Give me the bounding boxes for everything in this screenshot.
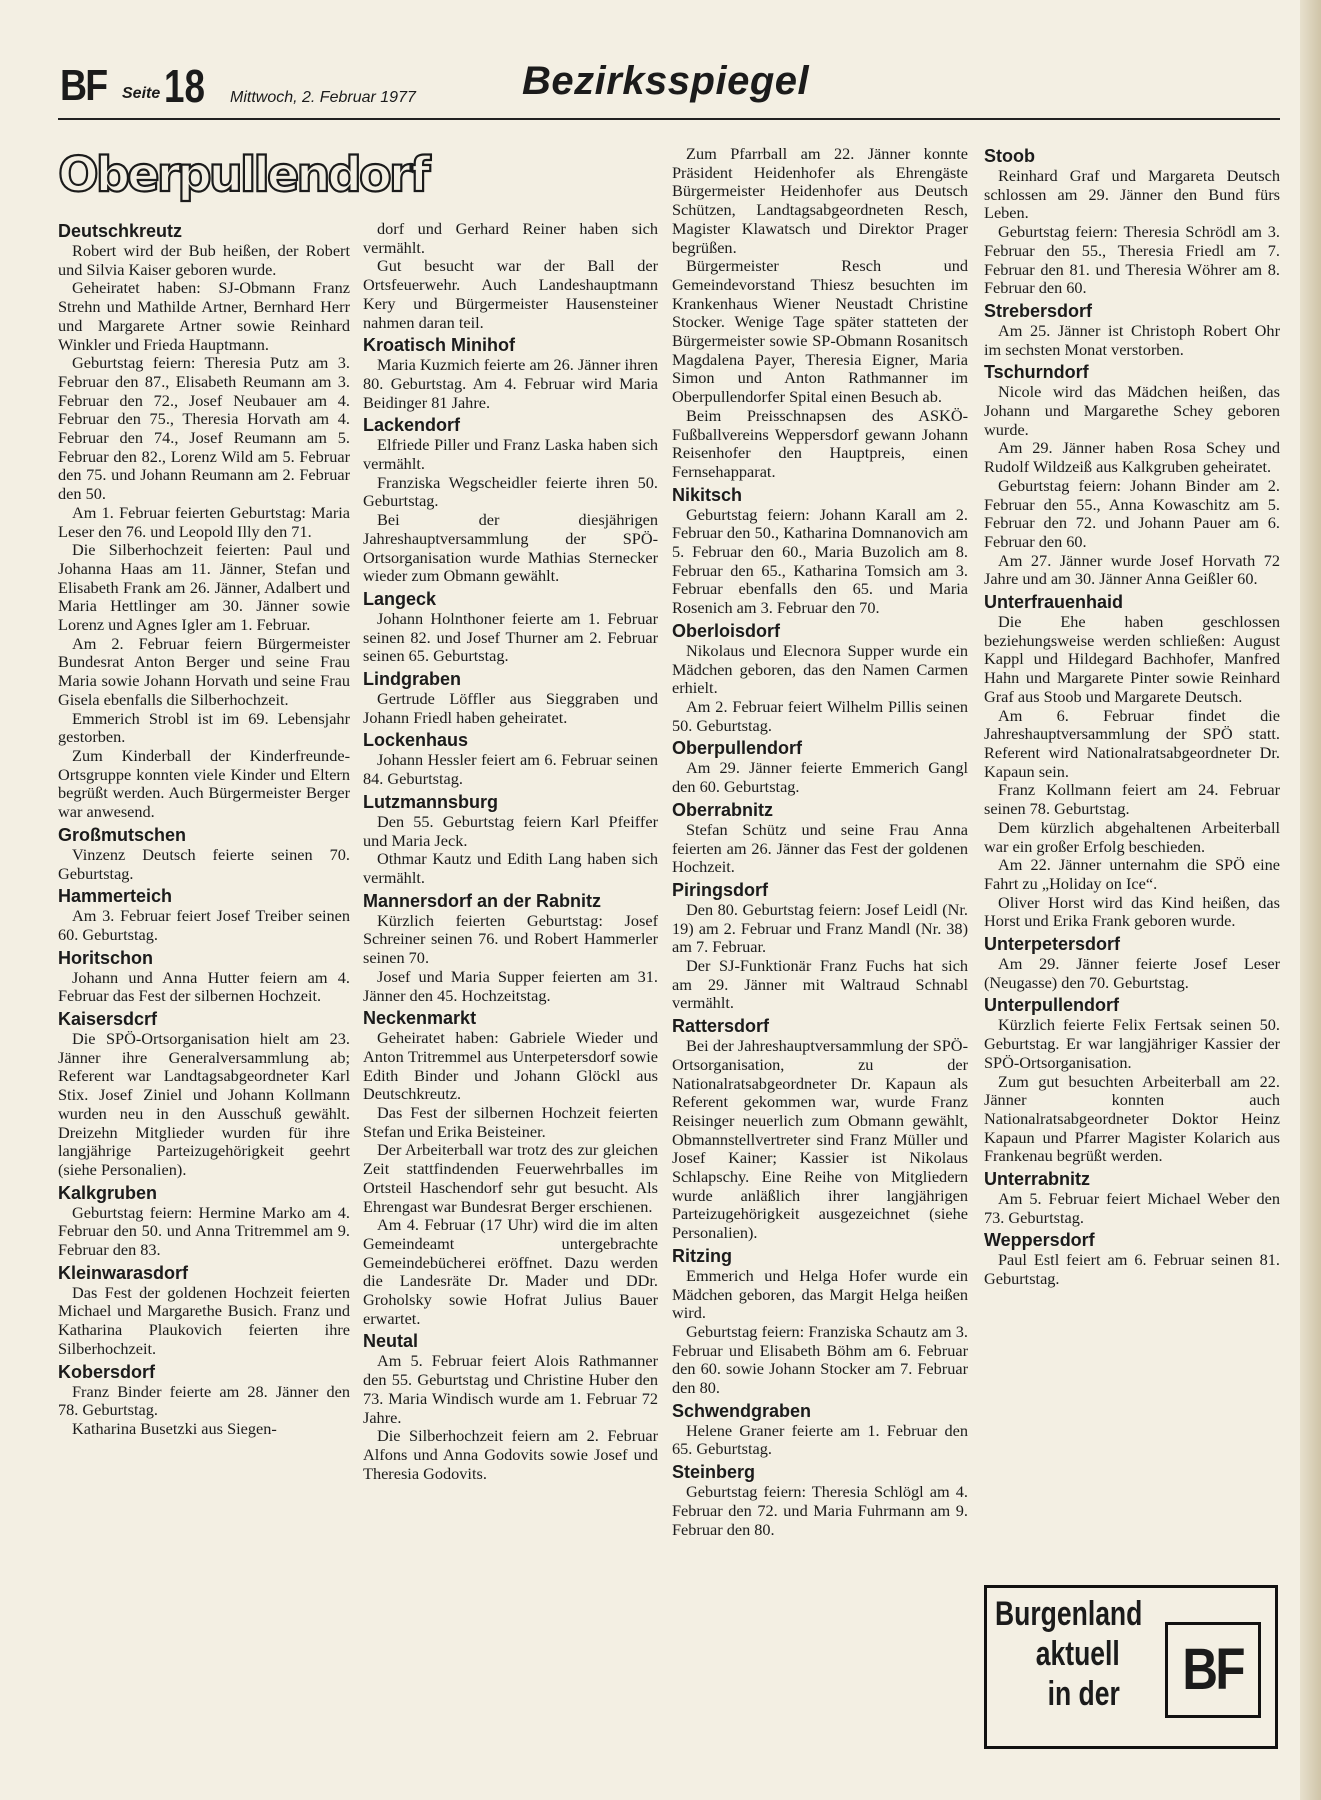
article	[58, 220, 350, 822]
article	[672, 1015, 968, 1243]
article-paragraph: Robert wird der Bub heißen, der Robert und Silvia Kaiser geboren wurde.	[58, 241, 350, 279]
article-paragraph: Maria Kuzmich feierte am 26. Jänner ihren 80. Geburtstag. Am 4. Februar wird Maria Beidinger 81 Jahre.	[363, 355, 658, 412]
article	[984, 591, 1280, 931]
article-paragraph: Johann Hessler feiert am 6. Februar seinen 84. Geburtstag.	[363, 750, 658, 789]
article-title: Stoob	[984, 146, 1035, 166]
article-paragraph: Geburtstag feiern: Johann Binder am 2. Februar den 55., Anna Kowaschitz am 5. Februar den 72. und Johann Pauer am 6. Februar den 60.	[984, 475, 1280, 551]
article-paragraph: Kürzlich feierten Geburtstag: Josef Schreiner seinen 76. und Robert Hammerler seinen 70.	[363, 910, 658, 968]
article-paragraph: Franziska Wegscheidler feierte ihren 50. Geburtstag.	[363, 472, 658, 511]
article-title: Hammerteich	[58, 886, 173, 907]
article-title: Kleinwarasdorf	[58, 1262, 189, 1283]
article-paragraph: Reinhard Graf und Margareta Deutsch schlossen am 29. Jänner den Bund fürs Leben.	[984, 166, 1280, 223]
article-title: Nikitsch	[672, 484, 743, 505]
article	[984, 1229, 1280, 1288]
article-title: Mannersdorf an der Rabnitz	[363, 890, 602, 911]
ad-line-2: aktuell	[1035, 1635, 1120, 1673]
article	[363, 791, 658, 888]
header-date: Mittwoch, 2. Februar 1977	[230, 89, 416, 106]
article-paragraph: Geheiratet haben: Gabriele Wieder und Anton Tritremmel aus Unterpetersdorf sowie Edith Binder und Johann Glöckl aus Deutschkreutz.	[363, 1028, 658, 1104]
column-2	[363, 220, 658, 1485]
article	[984, 1168, 1280, 1227]
article-paragraph: Zum Pfarrball am 22. Jänner konnte Präsident Heidenhofer als Ehrengäste Bürgermeister Heidenhofer aus Deutsch Schützen, Landtagsabgeordneten Resch, Magister Klawatsch und Direktor Prager begrüßen.	[672, 144, 968, 257]
article	[58, 947, 350, 1006]
article-paragraph: Emmerich und Helga Hofer wurde ein Mädchen geboren, das Margit Helga heißen wird.	[672, 1265, 968, 1323]
article-title: Langeck	[363, 588, 437, 609]
article-title: Unterpullendorf	[984, 995, 1119, 1016]
article	[363, 588, 658, 666]
article	[58, 1182, 350, 1260]
article-title: Kalkgruben	[58, 1182, 158, 1203]
header-page-label: Seite	[122, 85, 161, 102]
article-title: Lindgraben	[363, 669, 461, 690]
article	[363, 220, 658, 332]
advertisement-box	[984, 1585, 1278, 1749]
article	[363, 890, 658, 1006]
article-title: Neckenmarkt	[363, 1008, 477, 1029]
article-paragraph: Am 29. Jänner haben Rosa Schey und Rudolf Wildzeiß aus Kalkgruben geheiratet.	[984, 438, 1280, 477]
article-title: Oberloisdorf	[672, 620, 781, 641]
article-paragraph: Bürgermeister Resch und Gemeindevorstand Thiesz besuchten im Krankenhaus Wiener Neustadt Christine Stocker. Wenige Tage später statteten der Bürgermeister sowie SP-Obmann Rosanitsch Magdalena Payer, Theresia Eigner, Maria Simon und Anton Rathmanner im Oberpullendorfer Spital einen Besuch ab.	[672, 256, 968, 407]
article-paragraph: Geburtstag feiern: Franziska Schautz am 3. Februar und Elisabeth Böhm am 6. Februar den 60. sowie Johann Stocker am 7. Februar den 80.	[672, 1321, 968, 1398]
article-title: Kroatisch Minihof	[363, 335, 515, 356]
article-paragraph: Gertrude Löffler aus Sieggraben und Johann Friedl haben geheiratet.	[363, 689, 658, 727]
article-paragraph: Der SJ-Funktionär Franz Fuchs hat sich am 29. Jänner mit Waltraud Schnabl vermählt.	[672, 956, 968, 1013]
article-paragraph: Zum Kinderball der Kinderfreunde-Ortsgruppe konnten viele Kinder und Eltern begrüßt werden. Auch Bürgermeister Berger war anwesend.	[58, 745, 350, 822]
article-paragraph: Die Silberhochzeit feiern am 2. Februar Alfons und Anna Godovits sowie Josef und Theresia Godovits.	[363, 1426, 658, 1483]
article-paragraph: dorf und Gerhard Reiner haben sich vermählt.	[363, 219, 658, 257]
article-paragraph: Geburtstag feiern: Theresia Putz am 3. Februar den 87., Elisabeth Reumann am 3. Februar den 72., Josef Neubauer am 4. Februar den 75., Theresia Horvath am 4. Februar den 74., Josef Reumann am 5. Februar den 82., Lorenz Wild am 5. Februar den 75. und Johann Reumann am 2. Februar den 50.	[58, 353, 350, 504]
article-paragraph: Am 22. Jänner unternahm die SPÖ eine Fahrt zu „Holiday on Ice“.	[984, 855, 1280, 893]
article	[984, 300, 1280, 359]
article-paragraph: Die SPÖ-Ortsorganisation hielt am 23. Jänner ihre Generalversammlung ab; Referent war Landtagsabgeordneter Karl Stix. Josef Ziniel und Johann Kollmann wurden neu in den Ausschuß gewählt. Dreizehn Mitglieder wurden für ihre langjährige Parteizugehörigkeit geehrt (siehe Personalien).	[58, 1029, 350, 1179]
header-logo: BF	[60, 61, 107, 110]
article	[672, 737, 968, 796]
article-paragraph: Den 80. Geburtstag feiern: Josef Leidl (Nr. 19) am 2. Februar und Franz Mandl (Nr. 38) am 7. Februar.	[672, 899, 968, 957]
article	[672, 484, 968, 618]
article	[672, 620, 968, 736]
district-masthead: Oberpullendorf	[58, 147, 428, 203]
article-title: Unterfrauenhaid	[984, 592, 1124, 613]
article-title: Neutal	[363, 1331, 419, 1352]
article-title: Oberrabnitz	[672, 799, 774, 820]
article-title: Weppersdorf	[984, 1230, 1095, 1251]
article-paragraph: Johann und Anna Hutter feiern am 4. Februar das Fest der silbernen Hochzeit.	[58, 967, 350, 1006]
ad-line-1: Burgenland	[995, 1595, 1143, 1633]
article-paragraph: Am 5. Februar feiert Michael Weber den 73. Geburtstag.	[984, 1189, 1280, 1227]
article	[363, 1330, 658, 1483]
article-paragraph: Am 25. Jänner ist Christoph Robert Ohr im sechsten Monat verstorben.	[984, 320, 1280, 359]
article-title: Kobersdorf	[58, 1361, 156, 1382]
article-title: Lockenhaus	[363, 730, 469, 751]
article-paragraph: Am 2. Februar feiert Wilhelm Pillis seinen 50. Geburtstag.	[672, 696, 968, 735]
article-paragraph: Johann Holnthoner feierte am 1. Februar seinen 82. und Josef Thurner am 2. Februar seinen 65. Geburtstag.	[363, 608, 658, 666]
column-4	[984, 145, 1280, 1291]
article	[58, 1361, 350, 1439]
article-paragraph: Vinzenz Deutsch feierte seinen 70. Geburtstag.	[58, 844, 350, 883]
article	[58, 1262, 350, 1359]
article-paragraph: Franz Binder feierte am 28. Jänner den 78. Geburtstag.	[58, 1381, 350, 1420]
article	[363, 414, 658, 586]
article	[672, 879, 968, 1013]
page-header	[60, 59, 1280, 122]
article-title: Lackendorf	[363, 415, 461, 436]
header-rule	[58, 118, 1280, 120]
article-paragraph: Am 3. Februar feiert Josef Treiber seinen 60. Geburtstag.	[58, 906, 350, 944]
article-title: Unterrabnitz	[984, 1169, 1091, 1190]
ad-text	[995, 1594, 1143, 1714]
article-title: Großmutschen	[58, 824, 187, 845]
article-paragraph: Am 6. Februar findet die Jahreshauptversammlung der SPÖ statt. Referent wird Nationalratsabgeordneter Dr. Kapaun sein.	[984, 705, 1280, 781]
ad-logo-text: BF	[1182, 1637, 1244, 1702]
article-paragraph: Elfriede Piller und Franz Laska haben sich vermählt.	[363, 435, 658, 474]
article-paragraph: Am 27. Jänner wurde Josef Horvath 72 Jahre und am 30. Jänner Anna Geißler 60.	[984, 550, 1280, 589]
article-paragraph: Stefan Schütz und seine Frau Anna feierten am 26. Jänner das Fest der goldenen Hochzeit.	[672, 819, 968, 877]
article-paragraph: Geburtstag feiern: Hermine Marko am 4. Februar den 50. und Anna Tritremmel am 9. Februar den 83.	[58, 1202, 350, 1260]
article	[984, 994, 1280, 1166]
article-paragraph: Dem kürzlich abgehaltenen Arbeiterball war ein großer Erfolg beschieden.	[984, 817, 1280, 856]
article-paragraph: Am 29. Jänner feierte Emmerich Gangl den 60. Geburtstag.	[672, 758, 968, 797]
article-paragraph: Am 29. Jänner feierte Josef Leser (Neugasse) den 70. Geburtstag.	[984, 954, 1280, 992]
column-1	[58, 145, 350, 1441]
article-title: Oberpullendorf	[672, 738, 802, 759]
article-paragraph: Nikolaus und Elecnora Supper wurde ein Mädchen geboren, das den Namen Carmen erhielt.	[672, 640, 968, 698]
article	[984, 145, 1280, 298]
article-paragraph: Kürzlich feierte Felix Fertsak seinen 50. Geburtstag. Er war langjähriger Kassier der SPÖ-Ortsorganisation.	[984, 1015, 1280, 1072]
article-paragraph: Josef und Maria Supper feierten am 31. Jänner den 45. Hochzeitstag.	[363, 966, 658, 1005]
article-paragraph: Katharina Busetzki aus Siegen-	[72, 1418, 277, 1438]
article	[672, 799, 968, 877]
article	[672, 1400, 968, 1459]
article	[984, 933, 1280, 992]
article-paragraph: Bei der Jahreshauptversammlung der SPÖ-Ortsorganisation, zu der Nationalratsabgeordneter Dr. Kapaun als Referent gekommen war, wurde Franz Reisinger neuerlich zum Obmann gewählt, Obmannstellvertreter sind Franz Müller und Josef Kainer; Kassier ist Nikolaus Schlapschy. Eine Reihe von Mitgliedern wurde anläßlich ihrer langjährigen Parteizugehörigkeit ausgezeichnet (siehe Personalien).	[672, 1036, 968, 1243]
article	[363, 334, 658, 412]
article-paragraph: Die Ehe haben geschlossen beziehungsweise werden schließen: August Kappl und Hildegard Bachhofer, Manfred Hahn und Margarete Pinter sowie Reinhard Graf aus Stoob und Margarete Deutsch.	[984, 612, 1280, 706]
article-title: Piringsdorf	[672, 879, 769, 900]
article-paragraph: Gut besucht war der Ball der Ortsfeuerwehr. Auch Landeshauptmann Kery und Bürgermeister Hausensteiner nahmen daran teil.	[363, 256, 658, 332]
article-paragraph: Geburtstag feiern: Johann Karall am 2. Februar den 50., Katharina Domnanovich am 5. Februar den 60., Maria Buzolich am 8. Februar den 65., Katharina Tomsich am 3. Februar ebenfalls den 65. und Maria Rosenich am 3. Februar den 70.	[672, 504, 968, 618]
article	[58, 824, 350, 883]
article	[672, 145, 968, 482]
article-paragraph: Geburtstag feiern: Theresia Schrödl am 3. Februar den 55., Theresia Friedl am 7. Februar den 81. und Theresia Wöhrer am 8. Februar den 60.	[984, 222, 1280, 298]
ad-bf-logo	[1165, 1622, 1261, 1718]
article-title: Rattersdorf	[672, 1016, 770, 1037]
article	[363, 729, 658, 788]
page-fold-shadow	[1300, 0, 1321, 1800]
column-3	[672, 145, 968, 1541]
article-paragraph: Paul Estl feiert am 6. Februar seinen 81. Geburtstag.	[984, 1250, 1280, 1289]
article	[672, 1461, 968, 1539]
article-paragraph: Am 4. Februar (17 Uhr) wird die im alten Gemeindeamt untergebrachte Gemeindebücherei eröffnet. Dazu werden die Landesräte Dr. Mader und DDr. Groholsky sowie Hofrat Julius Bauer erwartet.	[363, 1215, 658, 1328]
article-paragraph: Oliver Horst wird das Kind heißen, das Horst und Erika Frank geboren wurde.	[984, 892, 1280, 931]
article-paragraph: Geburtstag feiern: Theresia Schlögl am 4. Februar den 72. und Maria Fuhrmann am 9. Februar den 80.	[672, 1482, 968, 1539]
article-paragraph: Geheiratet haben: SJ-Obmann Franz Strehn und Mathilde Artner, Bernhard Herr und Margarete Artner sowie Reinhard Winkler und Frieda Hauptmann.	[58, 278, 350, 354]
article-paragraph: Helene Graner feierte am 1. Februar den 65. Geburtstag.	[672, 1420, 968, 1459]
header-page-number: 18	[164, 60, 205, 112]
article-title: Kaisersdcrf	[58, 1009, 158, 1030]
ad-line-3: in der	[1047, 1675, 1120, 1713]
header-section-title: Bezirksspiegel	[522, 59, 810, 103]
article-title: Steinberg	[672, 1462, 756, 1483]
article-paragraph: Emmerich Strobl ist im 69. Lebensjahr gestorben.	[58, 708, 350, 747]
article-paragraph: Am 2. Februar feiern Bürgermeister Bundesrat Anton Berger und seine Frau Maria sowie Johann Horvath und seine Frau Gisela ebenfalls die Silberhochzeit.	[58, 633, 350, 709]
article-paragraph: Franz Kollmann feiert am 24. Februar seinen 78. Geburtstag.	[984, 780, 1280, 819]
article-paragraph: Die Silberhochzeit feierten: Paul und Johanna Haas am 11. Jänner, Stefan und Elisabeth Frank am 26. Jänner, Adalbert und Maria Hettlinger am 30. Jänner sowie Lorenz und Agnes Igler am 1. Februar.	[58, 540, 350, 635]
article-paragraph: Das Fest der silbernen Hochzeit feierten Stefan und Erika Beisteiner.	[363, 1103, 658, 1141]
article-paragraph: Othmar Kautz und Edith Lang haben sich vermählt.	[363, 849, 658, 887]
article-title: Horitschon	[58, 947, 154, 968]
article-paragraph: Am 5. Februar feiert Alois Rathmanner den 55. Geburtstag und Christine Huber den 73. Maria Windisch wurde am 1. Februar 72 Jahre.	[363, 1351, 658, 1427]
article	[58, 1008, 350, 1180]
article-paragraph: Das Fest der goldenen Hochzeit feierten Michael und Margarethe Busich. Franz und Katharina Plaukovich feierten ihre Silberhochzeit.	[58, 1282, 350, 1358]
article-paragraph: Den 55. Geburtstag feiern Karl Pfeiffer und Maria Jeck.	[363, 811, 658, 850]
article-title: Ritzing	[672, 1245, 732, 1266]
article	[672, 1245, 968, 1398]
article-title: Unterpetersdorf	[984, 934, 1121, 955]
article-paragraph: Der Arbeiterball war trotz des zur gleichen Zeit stattfindenden Feuerwehrballes im Ortsteil Haschendorf sehr gut besucht. Als Ehrengast war Bundesrat Berger erschienen.	[363, 1140, 658, 1216]
article-title: Strebersdorf	[984, 300, 1093, 321]
article	[58, 885, 350, 944]
article	[984, 361, 1280, 589]
article-title: Schwendgraben	[672, 1400, 812, 1421]
article	[363, 668, 658, 727]
article-paragraph: Beim Preisschnapsen des ASKÖ-Fußballvereins Weppersdorf gewann Johann Reisenhofer den Hauptpreis, einen Fernsehapparat.	[672, 405, 968, 481]
article-title: Deutschkreutz	[58, 221, 183, 241]
article-paragraph: Bei der diesjährigen Jahreshauptversammlung der SPÖ-Ortsorganisation wurde Mathias Sternecker wieder zum Obmann gewählt.	[363, 510, 658, 586]
article-title: Lutzmannsburg	[363, 791, 498, 812]
article-title: Tschurndorf	[984, 362, 1089, 383]
article-paragraph: Nicole wird das Mädchen heißen, das Johann und Margarethe Schey geboren wurde.	[984, 382, 1280, 439]
article-paragraph: Am 1. Februar feierten Geburtstag: Maria Leser den 76. und Leopold Illy den 71.	[58, 502, 350, 541]
article	[363, 1007, 658, 1328]
article-paragraph: Zum gut besuchten Arbeiterball am 22. Jänner konnten auch Nationalratsabgeordneter Doktor Heinz Kapaun und Pfarrer Magister Kolarich aus Frankenau begrüßt werden.	[984, 1071, 1280, 1166]
